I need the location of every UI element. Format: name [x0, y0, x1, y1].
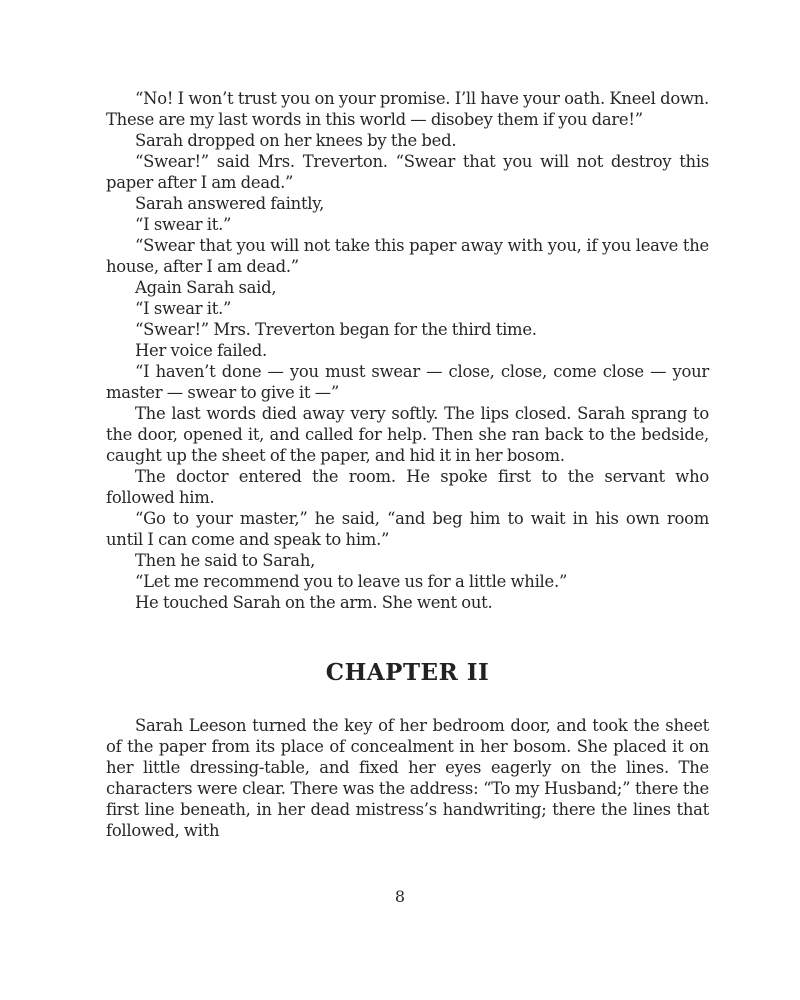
paragraph: He touched Sarah on the arm. She went out. — [135, 593, 493, 612]
paragraph: Sarah dropped on her knees by the bed. — [135, 131, 457, 150]
paragraph: Her voice failed. — [135, 341, 267, 360]
paragraph: Sarah Leeson turned the key of her bedroom door, and took the sheet of the paper from its place of concealment in her bosom. She placed it on her little dressing-table, and fixed her eyes eagerly on the lines. The characters were clear. There was the address: “To my Husband;” there the first line beneath, in her dead mistress’s handwriting; there the lines that followed, with — [106, 716, 709, 840]
paragraph: “No! I won’t trust you on your promise. I’ll have your oath. Kneel down. These are my last words in this world — disobey them if you dare!” — [106, 89, 709, 129]
page-body — [106, 88, 709, 841]
paragraph: “I swear it.” — [135, 215, 232, 234]
paragraph: “Swear!” Mrs. Treverton began for the third time. — [135, 320, 537, 339]
text-block-after-chapter — [106, 715, 709, 841]
paragraph: “Swear!” said Mrs. Treverton. “Swear that you will not destroy this paper after I am dead.” — [106, 152, 709, 192]
paragraph: “Let me recommend you to leave us for a little while.” — [135, 572, 568, 591]
paragraph: “Swear that you will not take this paper away with you, if you leave the house, after I am dead.” — [106, 236, 709, 276]
paragraph: Then he said to Sarah, — [135, 551, 316, 570]
page-number: 8 — [394, 887, 406, 906]
text-block-before-chapter — [106, 88, 709, 613]
paragraph: The last words died away very softly. The lips closed. Sarah sprang to the door, opened it, and called for help. Then she ran back to the bedside, caught up the sheet of the paper, and hid it in her bosom. — [106, 404, 709, 465]
paragraph: “Go to your master,” he said, “and beg him to wait in his own room until I can come and speak to him.” — [106, 509, 709, 549]
paragraph: “I swear it.” — [135, 299, 232, 318]
paragraph: The doctor entered the room. He spoke first to the servant who followed him. — [106, 467, 709, 507]
paragraph: Again Sarah said, — [135, 278, 277, 297]
paragraph: “I haven’t done — you must swear — close, close, come close — your master — swear to give it —” — [106, 362, 709, 402]
chapter-heading: CHAPTER II — [325, 659, 490, 686]
paragraph: Sarah answered faintly, — [135, 194, 325, 213]
